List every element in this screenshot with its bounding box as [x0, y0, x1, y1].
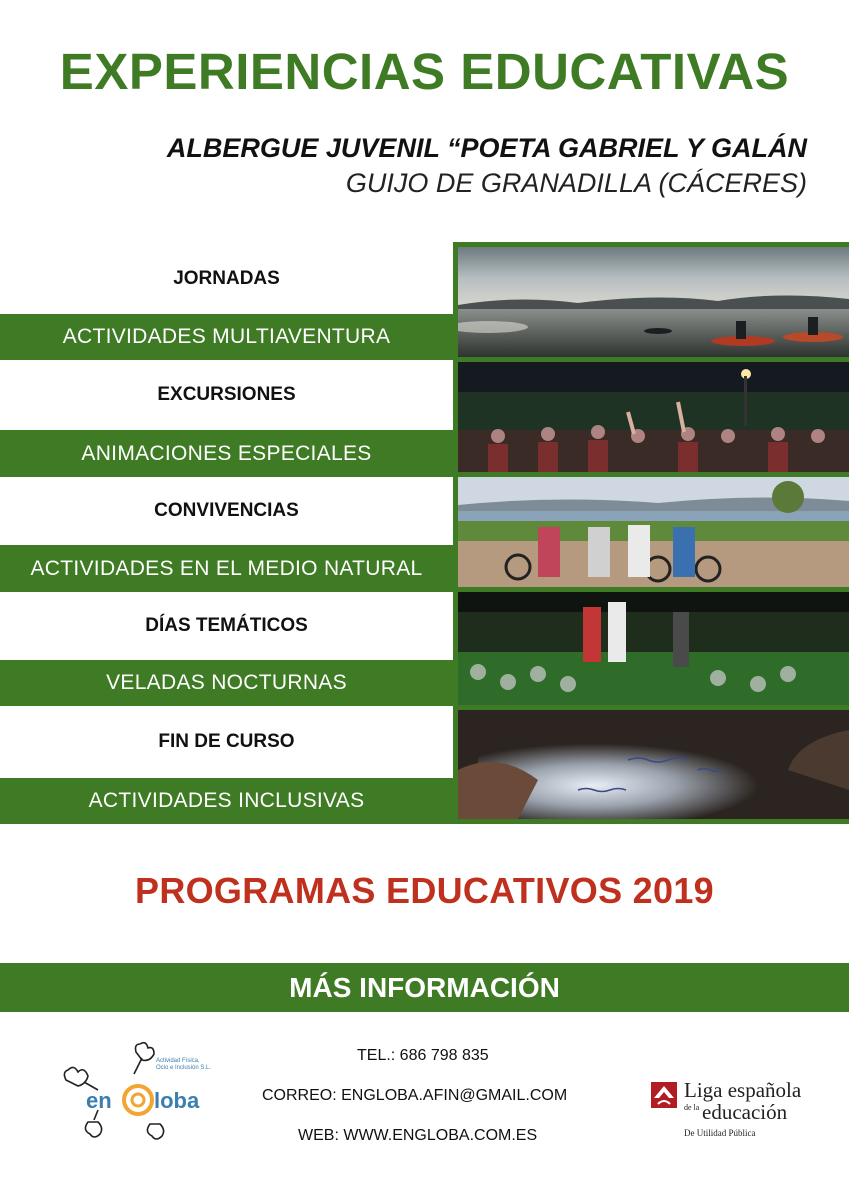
activity-list	[0, 244, 453, 824]
liga-line3: De Utilidad Pública	[684, 1128, 756, 1138]
photo-night-evening	[458, 592, 849, 705]
venue-location: GUIJO DE GRANADILLA (CÁCERES)	[345, 168, 807, 198]
svg-text:loba: loba	[154, 1088, 200, 1113]
row-label: CONVIVENCIAS	[0, 477, 453, 545]
hand-icon	[64, 1067, 88, 1086]
photo-column	[453, 242, 849, 824]
liga-emblem-icon	[650, 1080, 678, 1110]
photo-cyclists	[458, 477, 849, 587]
web-link[interactable]: WEB: WWW.ENGLOBA.COM.ES	[298, 1127, 538, 1144]
venue-name: ALBERGUE JUVENIL “POETA GABRIEL Y GALÁN	[166, 133, 807, 163]
row-label: DÍAS TEMÁTICOS	[0, 592, 453, 660]
photo-writing	[458, 710, 849, 819]
svg-text:en: en	[86, 1088, 112, 1113]
row-label: JORNADAS	[0, 244, 453, 314]
page-title: EXPERIENCIAS EDUCATIVAS	[59, 43, 790, 100]
svg-text:Actividad Física,: Actividad Física,	[156, 1058, 200, 1064]
engloba-logo	[58, 1040, 228, 1150]
photo-night-group	[458, 362, 849, 472]
liga-line1: Liga española	[684, 1078, 802, 1102]
photo-kayaks	[458, 247, 849, 357]
svg-text:Ocio e Inclusión S.L.: Ocio e Inclusión S.L.	[156, 1065, 212, 1071]
phone-text: TEL.: 686 798 835	[357, 1047, 489, 1064]
liga-logo	[650, 1076, 840, 1146]
spiral-icon	[124, 1086, 152, 1114]
programs-title: PROGRAMAS EDUCATIVOS 2019	[135, 870, 714, 911]
row-label: EXCURSIONES	[0, 360, 453, 430]
row-label: FIN DE CURSO	[0, 706, 453, 778]
email-link[interactable]: CORREO: ENGLOBA.AFIN@GMAIL.COM	[262, 1087, 568, 1104]
row-activity: ACTIVIDADES INCLUSIVAS	[0, 778, 453, 824]
row-activity: ACTIVIDADES EN EL MEDIO NATURAL	[0, 545, 453, 592]
more-info-banner: MÁS INFORMACIÓN	[0, 963, 849, 1012]
row-activity: ANIMACIONES ESPECIALES	[0, 430, 453, 477]
row-activity: VELADAS NOCTURNAS	[0, 660, 453, 706]
liga-de-la: de la	[684, 1103, 700, 1112]
liga-line2: educación	[702, 1100, 788, 1124]
row-activity: ACTIVIDADES MULTIAVENTURA	[0, 314, 453, 360]
